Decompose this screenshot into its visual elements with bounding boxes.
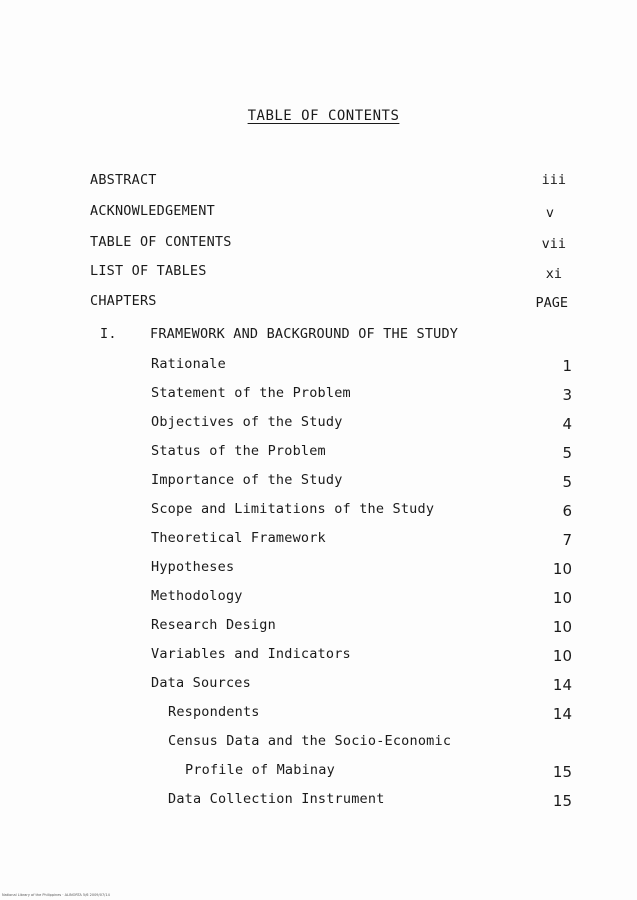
toc-entry: Data Sources bbox=[151, 675, 251, 691]
toc-page: 5 bbox=[562, 473, 572, 491]
toc-page: 10 bbox=[552, 647, 572, 665]
toc-page: 15 bbox=[552, 763, 572, 781]
toc-page-acknowledgement: v bbox=[545, 205, 554, 221]
toc-entry: Statement of the Problem bbox=[151, 385, 351, 401]
toc-entry: Objectives of the Study bbox=[151, 414, 343, 430]
toc-entry: Importance of the Study bbox=[151, 472, 343, 488]
chapter-number: I. bbox=[100, 326, 117, 342]
toc-page: 14 bbox=[552, 705, 572, 723]
toc-entry: Research Design bbox=[151, 617, 276, 633]
toc-page-header: PAGE bbox=[535, 295, 568, 311]
toc-page: 10 bbox=[552, 589, 572, 607]
toc-entry: Variables and Indicators bbox=[151, 646, 351, 662]
toc-entry: Hypotheses bbox=[151, 559, 235, 575]
toc-entry: Scope and Limitations of the Study bbox=[151, 501, 435, 517]
toc-entry-abstract: ABSTRACT bbox=[90, 172, 157, 188]
toc-entry: Methodology bbox=[151, 588, 243, 604]
toc-page: 10 bbox=[552, 618, 572, 636]
toc-page: 6 bbox=[562, 502, 572, 520]
toc-page: 5 bbox=[562, 444, 572, 462]
toc-entry-chapters: CHAPTERS bbox=[90, 293, 157, 309]
toc-entry-acknowledgement: ACKNOWLEDGEMENT bbox=[90, 203, 215, 219]
toc-page: 1 bbox=[562, 357, 572, 375]
toc-page-list-of-tables: xi bbox=[545, 266, 562, 282]
chapter-title: FRAMEWORK AND BACKGROUND OF THE STUDY bbox=[150, 326, 459, 342]
toc-page: 4 bbox=[562, 415, 572, 433]
toc-entry-list-of-tables: LIST OF TABLES bbox=[90, 263, 207, 279]
toc-page-table-of-contents: vii bbox=[541, 236, 566, 252]
toc-page: 7 bbox=[562, 531, 572, 549]
toc-entry: Census Data and the Socio-Economic bbox=[168, 733, 452, 749]
toc-entry: Rationale bbox=[151, 356, 226, 372]
toc-page: 3 bbox=[562, 386, 572, 404]
toc-entry: Profile of Mabinay bbox=[185, 762, 335, 778]
toc-page: 15 bbox=[552, 792, 572, 810]
page-title: TABLE OF CONTENTS bbox=[247, 108, 400, 124]
toc-page: 10 bbox=[552, 560, 572, 578]
toc-page-abstract: iii bbox=[541, 172, 566, 188]
toc-entry: Respondents bbox=[168, 704, 260, 720]
archive-footer: National Library of the Philippines · ALINORTA 5/6 2009/07/14 bbox=[2, 893, 110, 897]
toc-entry: Theoretical Framework bbox=[151, 530, 326, 546]
toc-entry: Data Collection Instrument bbox=[168, 791, 385, 807]
toc-page: 14 bbox=[552, 676, 572, 694]
toc-entry-table-of-contents: TABLE OF CONTENTS bbox=[90, 234, 232, 250]
toc-entry: Status of the Problem bbox=[151, 443, 326, 459]
